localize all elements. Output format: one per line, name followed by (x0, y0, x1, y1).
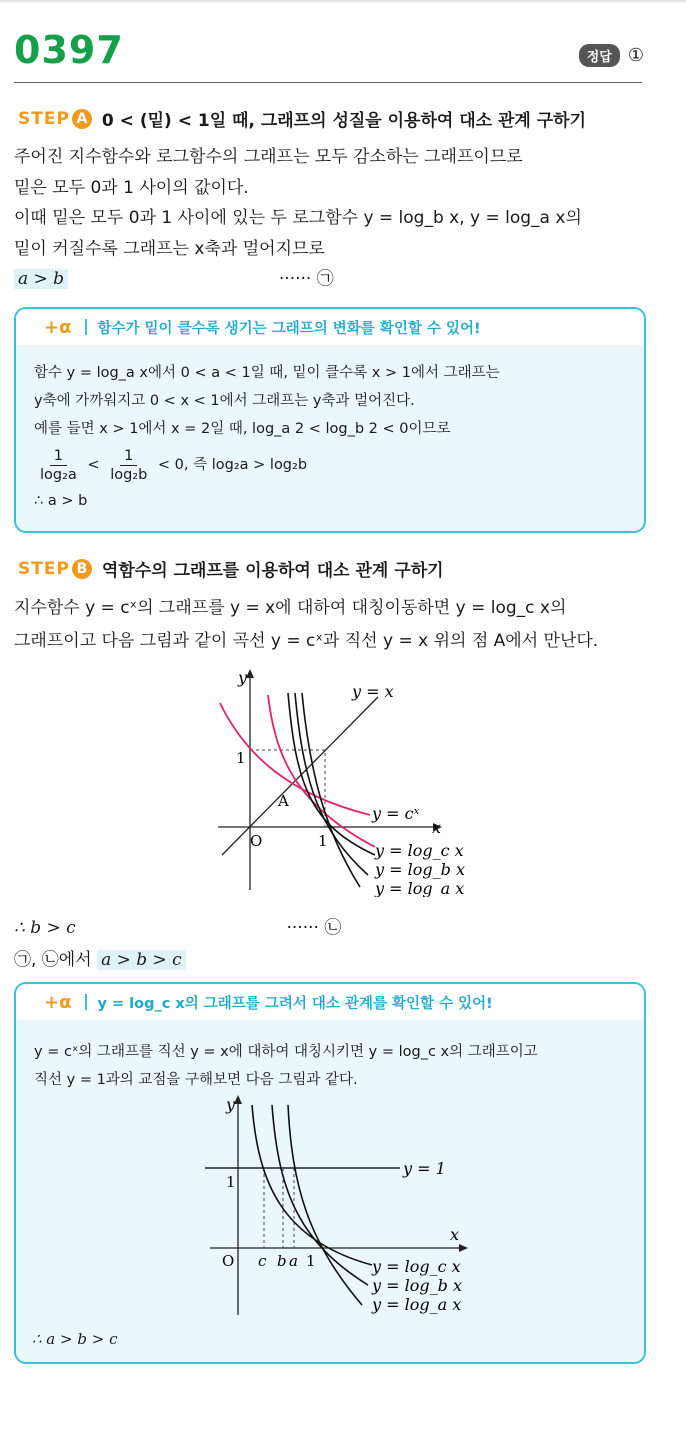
step-b-label: STEP (18, 558, 70, 579)
step-b-heading (18, 556, 444, 581)
step-a-letter: A (72, 109, 92, 129)
graph-log-y1 (200, 1090, 480, 1320)
graph2-y-arrow-icon (234, 1095, 242, 1104)
graph1-line-yx (222, 697, 378, 855)
step-a-label: STEP (18, 108, 70, 129)
tip-1-fraction-line: $\frac{1}{\text{log₂a}}$ < $\frac{1}{\text{log₂b}}$ < 0, 즉 log₂a > log₂b (34, 443, 626, 487)
graph2-label-logb: y = log_b x (372, 1276, 462, 1295)
graph2-origin-label: O (222, 1252, 235, 1270)
fraction-1-den: log₂a (40, 466, 77, 483)
graph2-tick-b: b (277, 1252, 287, 1270)
graph1-y-arrow-icon (246, 669, 254, 678)
step-a-body (14, 142, 582, 295)
header-rule (14, 82, 642, 83)
tip-1-badge: +α (44, 316, 72, 338)
tip-2-title: y = log_c x의 그래프를 그려서 대소 관계를 확인할 수 있어! (97, 995, 493, 1012)
tip-2-header (16, 984, 644, 1020)
tip-2-badge: +α (44, 991, 72, 1013)
graph1-x-label: x (432, 818, 442, 837)
graph1-label-logb: y = log_b x (375, 860, 465, 879)
graph2-tick-a: a (289, 1252, 298, 1270)
graph2-x-arrow-icon (459, 1244, 468, 1252)
step-b-conclusion-2: a > b > c (97, 950, 186, 970)
tip-1-line: 함수 y = log_a x에서 0 < a < 1일 때, 밑이 클수록 x > 1에서 그래프는 (34, 365, 500, 381)
graph1-curve-exp2 (268, 695, 375, 847)
graph1-one-x-label: 1 (318, 832, 328, 850)
answer-area (579, 44, 644, 67)
graph2-y-label: y (226, 1095, 236, 1114)
fraction-line-rest: < 0, 즉 log₂a > log₂b (157, 457, 308, 473)
step-b-conclusion-2-prefix: ㉠, ㉡에서 (14, 950, 92, 970)
tip-2-line: y = cˣ의 그래프를 직선 y = x에 대하여 대칭시키면 y = log_c x의 그래프이고 (34, 1044, 538, 1060)
graph2-label-y1: y = 1 (403, 1159, 446, 1178)
graph2-one-y-label: 1 (226, 1173, 236, 1191)
graph1-one-y-label: 1 (236, 749, 246, 767)
step-a-line: 이때 밑은 모두 0과 1 사이에 있는 두 로그함수 y = log_b x, y = log_a x의 (14, 208, 582, 228)
tip-1-line: 예를 들면 x > 1에서 x = 2일 때, log_a 2 < log_b 2 < 0이므로 (34, 421, 451, 437)
graph2-one-x-label: 1 (306, 1252, 316, 1270)
step-a-line: 밑이 커질수록 그래프는 x축과 멀어지므로 (14, 238, 325, 259)
tip-2-bar (85, 994, 87, 1010)
graph-exp-log (200, 665, 480, 897)
step-b-conclusion-1: ∴ b > c (14, 918, 76, 938)
step-b-line: 그래프이고 다음 그림과 같이 곡선 y = cˣ과 직선 y = x 위의 점 A에서 만난다. (14, 631, 599, 651)
tip-1-bar (85, 319, 87, 335)
step-b-conclusion-1-mark: ······ ㉡ (286, 918, 342, 938)
graph1-label-cx: y = cˣ (372, 804, 420, 823)
step-a-result-mark: ······ ㉠ (278, 269, 334, 289)
graph1-label-loga: y = log_a x (375, 879, 465, 897)
tip-1-line: y축에 가까워지고 0 < x < 1에서 그래프는 y축과 멀어진다. (34, 393, 415, 409)
graph2-label-logc: y = log_c x (372, 1257, 461, 1276)
fraction-2 (106, 447, 151, 484)
answer-value: ① (627, 45, 644, 66)
step-a-line: 주어진 지수함수와 로그함수의 그래프는 모두 감소하는 그래프이므로 (14, 147, 523, 167)
tip-1-body (16, 345, 644, 525)
tip-box-1 (14, 307, 646, 533)
graph1-origin-label: O (250, 832, 263, 850)
graph1-label-yx: y = x (352, 682, 394, 701)
answer-label: 정답 (579, 44, 620, 67)
top-divider (0, 0, 686, 2)
fraction-1-num: 1 (50, 447, 67, 466)
graph2-curve-logc (252, 1105, 372, 1265)
graph2-curve-loga (288, 1105, 362, 1305)
graph1-curve-logb (295, 693, 368, 875)
step-b-body (14, 592, 598, 658)
step-b-conclusions (14, 912, 341, 976)
step-a-heading (18, 106, 586, 131)
tip-2-conclusion: ∴ a > b > c (32, 1330, 118, 1348)
step-a-title: 0 < (밑) < 1일 때, 그래프의 성질을 이용하여 대소 관계 구하기 (101, 111, 587, 131)
step-b-letter: B (72, 559, 92, 579)
step-a-result: a > b (14, 269, 68, 289)
step-b-line: 지수함수 y = cˣ의 그래프를 y = x에 대하여 대칭이동하면 y = log_c x의 (14, 598, 567, 618)
graph1-label-logc: y = log_c x (375, 841, 464, 860)
tip-2-line: 직선 y = 1과의 교점을 구해보면 다음 그림과 같다. (34, 1072, 358, 1088)
step-a-line: 밑은 모두 0과 1 사이의 값이다. (14, 177, 249, 198)
problem-number: 0397 (14, 28, 124, 72)
graph1-y-label: y (238, 668, 248, 687)
tip-1-conclusion: ∴ a > b (34, 493, 88, 509)
graph2-label-loga: y = log_a x (372, 1295, 462, 1314)
fraction-1 (36, 447, 81, 484)
tip-1-title: 함수가 밑이 클수록 생기는 그래프의 변화를 확인할 수 있어! (97, 320, 481, 337)
fraction-2-den: log₂b (110, 466, 148, 483)
step-b-title: 역함수의 그래프를 이용하여 대소 관계 구하기 (101, 561, 444, 581)
graph2-x-label: x (450, 1225, 460, 1244)
tip-1-header (16, 309, 644, 345)
fraction-2-num: 1 (120, 447, 137, 466)
graph2-tick-c: c (258, 1252, 267, 1270)
graph1-point-a: A (278, 792, 289, 810)
